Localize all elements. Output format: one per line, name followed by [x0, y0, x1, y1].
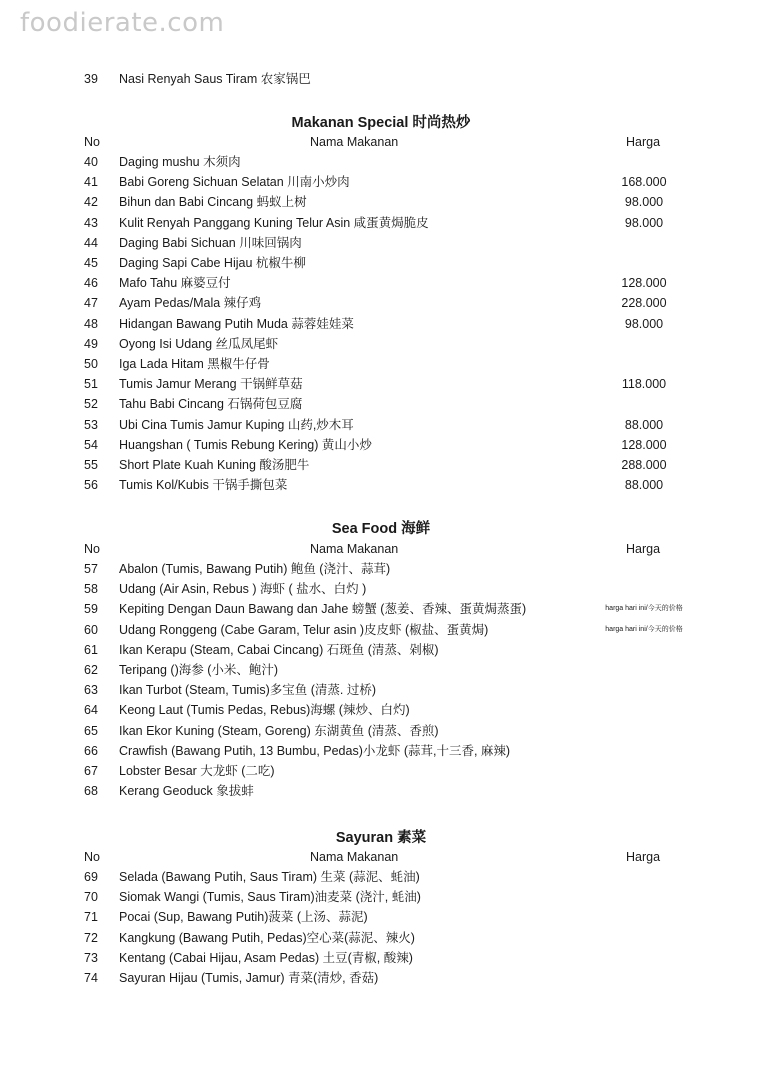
- item-price: 288.000: [621, 458, 667, 472]
- item-number: 64: [84, 703, 98, 718]
- item-number: 57: [84, 562, 98, 576]
- item-name: Kangkung (Bawang Putih, Pedas)空心菜(蒜泥、辣火): [119, 930, 415, 945]
- header-name: Nama Makanan: [310, 850, 399, 864]
- table-header: [0, 539, 762, 559]
- item-name: Ubi Cina Tumis Jamur Kuping 山药,炒木耳: [119, 417, 354, 432]
- menu-item-46: [0, 273, 762, 293]
- item-number: 65: [84, 723, 98, 738]
- section-title-sayuran: Sayuran 素菜: [335, 830, 427, 846]
- menu-item-54: [0, 435, 762, 455]
- header-price: Harga: [626, 135, 661, 149]
- item-name: Oyong Isi Udang 丝瓜凤尾虾: [119, 336, 279, 351]
- watermark: foodierate.com: [20, 8, 225, 38]
- menu-item-66: [0, 741, 762, 761]
- menu-item-39: [0, 69, 762, 89]
- section-title-makanan-special: Makanan Special 时尚热炒: [291, 115, 471, 131]
- item-name: Kentang (Cabai Hijau, Asam Pedas) 土豆(青椒, 酸辣): [119, 950, 413, 965]
- item-name: Iga Lada Hitam 黑椒牛仔骨: [119, 357, 270, 371]
- menu-item-40: [0, 152, 762, 172]
- item-name: Tumis Jamur Merang 干锅鲜草菇: [119, 377, 303, 392]
- table-header: [0, 847, 762, 867]
- item-name: Lobster Besar 大龙虾 (二吃): [119, 764, 275, 778]
- item-price: 228.000: [621, 296, 667, 311]
- menu-item-59: [0, 599, 762, 619]
- item-number: 41: [84, 175, 98, 190]
- item-price: harga hari ini/今天的价格: [605, 605, 683, 613]
- item-name: Selada (Bawang Putih, Saus Tiram) 生菜 (蒜泥、蚝油): [119, 870, 420, 884]
- menu-item-47: [0, 293, 762, 313]
- item-name: Ikan Kerapu (Steam, Cabai Cincang) 石斑鱼 (清蒸、剁椒): [119, 642, 439, 657]
- item-number: 73: [84, 950, 98, 965]
- item-price: 128.000: [621, 276, 667, 291]
- item-name: Short Plate Kuah Kuning 酸汤肥牛: [119, 458, 310, 472]
- menu-item-61: [0, 640, 762, 660]
- item-price: 88.000: [624, 478, 664, 493]
- menu-item-55: [0, 455, 762, 475]
- item-name: Pocai (Sup, Bawang Putih)菠菜 (上汤、蒜泥): [119, 910, 368, 925]
- menu-item-73: [0, 948, 762, 968]
- menu-item-63: [0, 680, 762, 700]
- item-number: 63: [84, 683, 98, 698]
- menu-item-67: [0, 761, 762, 781]
- menu-item-62: [0, 660, 762, 680]
- menu-item-51: [0, 374, 762, 394]
- item-number: 44: [84, 235, 98, 250]
- menu-item-43: [0, 213, 762, 233]
- item-number: 52: [84, 397, 98, 412]
- item-name: Sayuran Hijau (Tumis, Jamur) 青菜(清炒, 香菇): [119, 971, 379, 985]
- item-number: 67: [84, 764, 98, 778]
- item-number: 71: [84, 910, 98, 925]
- item-name: Abalon (Tumis, Bawang Putih) 鲍鱼 (浇汁、蒜茸): [119, 562, 391, 576]
- item-number: 70: [84, 890, 98, 905]
- table-header: [0, 132, 762, 152]
- item-number: 56: [84, 478, 98, 493]
- menu-item-57: [0, 559, 762, 579]
- item-price: harga hari ini/今天的价格: [605, 625, 683, 633]
- item-name: Daging mushu 木须肉: [119, 155, 241, 169]
- menu-item-56: [0, 475, 762, 495]
- item-name: Daging Babi Sichuan 川味回锅肉: [119, 235, 302, 250]
- item-name: Daging Sapi Cabe Hijau 杭椒牛柳: [119, 256, 306, 270]
- header-name: Nama Makanan: [310, 135, 399, 149]
- menu-item-74: [0, 968, 762, 988]
- item-number: 60: [84, 622, 98, 637]
- menu-item-45: [0, 253, 762, 273]
- item-number: 68: [84, 784, 98, 799]
- header-price: Harga: [626, 542, 661, 556]
- item-name: Udang (Air Asin, Rebus ) 海虾 ( 盐水、白灼 ): [119, 582, 367, 597]
- item-number: 54: [84, 437, 98, 452]
- item-number: 40: [84, 155, 98, 169]
- item-name: Tumis Kol/Kubis 干锅手撕包菜: [119, 478, 288, 493]
- item-number: 66: [84, 743, 98, 758]
- item-number: 43: [84, 215, 98, 230]
- item-name: Kulit Renyah Panggang Kuning Telur Asin 咸蛋黄焗脆皮: [119, 215, 429, 230]
- item-name: Kepiting Dengan Daun Bawang dan Jahe 螃蟹 (葱姜、香辣、蛋黄焗蒸蛋): [119, 602, 527, 617]
- item-name: Ayam Pedas/Mala 辣仔鸡: [119, 296, 262, 311]
- header-no: No: [84, 135, 100, 149]
- item-price: 98.000: [624, 195, 664, 210]
- menu-item-60: [0, 620, 762, 640]
- menu-item-72: [0, 928, 762, 948]
- menu-item-64: [0, 700, 762, 720]
- item-name: Ikan Ekor Kuning (Steam, Goreng) 东湖黄鱼 (清蒸、香煎): [119, 723, 439, 738]
- item-name: Babi Goreng Sichuan Selatan 川南小炒肉: [119, 175, 350, 190]
- item-name: Mafo Tahu 麻婆豆付: [119, 276, 231, 291]
- item-name: Tahu Babi Cincang 石锅荷包豆腐: [119, 397, 303, 412]
- item-name: Teripang ()海参 (小米、鲍汁): [119, 663, 279, 677]
- item-number: 72: [84, 930, 98, 945]
- item-name: Hidangan Bawang Putih Muda 蒜蓉娃娃菜: [119, 316, 354, 331]
- item-price: 88.000: [624, 417, 664, 432]
- menu-item-52: [0, 394, 762, 414]
- item-number: 58: [84, 582, 98, 597]
- item-name: Udang Ronggeng (Cabe Garam, Telur asin )皮皮虾 (椒盐、蛋黄焗): [119, 622, 489, 637]
- item-price: 118.000: [621, 377, 667, 392]
- menu-item-42: [0, 192, 762, 212]
- menu-item-70: [0, 887, 762, 907]
- menu-item-50: [0, 354, 762, 374]
- item-number: 42: [84, 195, 98, 210]
- item-name: Siomak Wangi (Tumis, Saus Tiram)油麦菜 (浇汁, 蚝油): [119, 890, 421, 905]
- header-no: No: [84, 850, 100, 864]
- item-price: 128.000: [621, 437, 667, 452]
- header-name: Nama Makanan: [310, 542, 399, 556]
- menu-item-44: [0, 233, 762, 253]
- item-name: Crawfish (Bawang Putih, 13 Bumbu, Pedas)小龙虾 (蒜茸,十三香, 麻辣): [119, 743, 511, 758]
- menu-item-49: [0, 334, 762, 354]
- item-number: 59: [84, 602, 98, 617]
- item-name: Keong Laut (Tumis Pedas, Rebus)海螺 (辣炒、白灼): [119, 703, 410, 718]
- item-number: 74: [84, 971, 98, 985]
- menu-item-71: [0, 907, 762, 927]
- item-number: 61: [84, 642, 98, 657]
- menu-item-65: [0, 721, 762, 741]
- item-name: Bihun dan Babi Cincang 蚂蚁上树: [119, 195, 307, 210]
- header-no: No: [84, 542, 100, 556]
- section-title-sea-food: Sea Food 海鲜: [331, 521, 431, 537]
- item-price: 98.000: [624, 316, 664, 331]
- item-number: 69: [84, 870, 98, 884]
- item-number: 53: [84, 417, 98, 432]
- menu-item-48: [0, 314, 762, 334]
- item-number: 51: [84, 377, 98, 392]
- item-number: 49: [84, 336, 98, 351]
- item-price: 168.000: [621, 175, 667, 190]
- menu-item-69: [0, 867, 762, 887]
- item-name: Ikan Turbot (Steam, Tumis)多宝鱼 (清蒸. 过桥): [119, 683, 376, 698]
- item-number: 50: [84, 357, 98, 371]
- item-number: 55: [84, 458, 98, 472]
- menu-item-53: [0, 415, 762, 435]
- item-name: Huangshan ( Tumis Rebung Kering) 黄山小炒: [119, 437, 372, 452]
- item-number: 39: [84, 72, 98, 86]
- menu-item-68: [0, 781, 762, 801]
- item-number: 47: [84, 296, 98, 311]
- item-number: 62: [84, 663, 98, 677]
- menu-item-41: [0, 172, 762, 192]
- item-number: 45: [84, 256, 98, 270]
- menu-item-58: [0, 579, 762, 599]
- item-name: Nasi Renyah Saus Tiram 农家锅巴: [119, 72, 311, 86]
- item-name: Kerang Geoduck 象拔蚌: [119, 784, 254, 799]
- item-number: 46: [84, 276, 98, 291]
- item-price: 98.000: [624, 215, 664, 230]
- item-number: 48: [84, 316, 98, 331]
- header-price: Harga: [626, 850, 661, 864]
